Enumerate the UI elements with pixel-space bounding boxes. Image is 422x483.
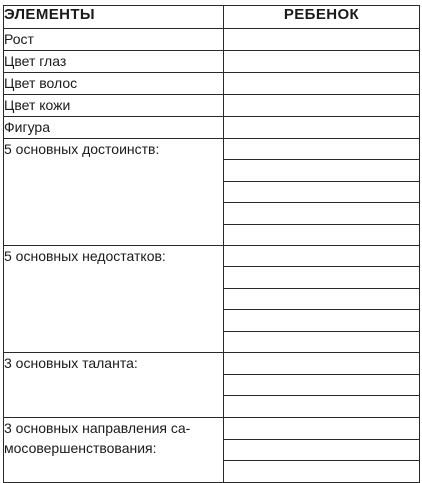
block-label-talents: 3 основных таланта:	[4, 353, 224, 418]
block-label-self-improvement: 3 основных направления са-мосовершенствования:	[4, 418, 224, 483]
header-elements: ЭЛЕМЕНТЫ	[4, 6, 224, 29]
table-row	[4, 95, 420, 117]
answer-lines-strengths	[224, 139, 420, 246]
answer-line[interactable]	[224, 160, 419, 181]
answer-line[interactable]	[224, 396, 419, 417]
answer-field-figure[interactable]	[224, 117, 420, 139]
table-row	[4, 73, 420, 95]
answer-line[interactable]	[224, 461, 419, 482]
row-label-eye-color: Цвет глаз	[4, 51, 224, 73]
table-row	[4, 51, 420, 73]
header-row	[4, 6, 420, 29]
row-label-height: Рост	[4, 29, 224, 51]
answer-lines-weaknesses	[224, 246, 420, 353]
block-label-weaknesses: 5 основных недостатков:	[4, 246, 224, 353]
table-row	[4, 353, 420, 418]
answer-field-hair-color[interactable]	[224, 73, 420, 95]
answer-line[interactable]	[224, 267, 419, 288]
answer-line[interactable]	[224, 332, 419, 352]
answer-field-eye-color[interactable]	[224, 51, 420, 73]
answer-line[interactable]	[224, 310, 419, 331]
row-label-figure: Фигура	[4, 117, 224, 139]
block-label-strengths: 5 основных достоинств:	[4, 139, 224, 246]
answer-field-height[interactable]	[224, 29, 420, 51]
answer-line[interactable]	[224, 182, 419, 203]
row-label-hair-color: Цвет волос	[4, 73, 224, 95]
answer-line[interactable]	[224, 203, 419, 224]
table-row	[4, 246, 420, 353]
table-row	[4, 139, 420, 246]
answer-line[interactable]	[224, 375, 419, 397]
answer-line[interactable]	[224, 353, 419, 375]
row-label-skin-color: Цвет кожи	[4, 95, 224, 117]
table-row	[4, 418, 420, 483]
header-child: РЕБЕНОК	[224, 6, 420, 29]
answer-line[interactable]	[224, 440, 419, 462]
answer-lines-talents	[224, 353, 420, 418]
answer-line[interactable]	[224, 289, 419, 310]
worksheet-table	[3, 5, 420, 483]
answer-line[interactable]	[224, 418, 419, 440]
answer-line[interactable]	[224, 139, 419, 160]
answer-field-skin-color[interactable]	[224, 95, 420, 117]
table-row	[4, 29, 420, 51]
answer-line[interactable]	[224, 225, 419, 245]
table-row	[4, 117, 420, 139]
answer-line[interactable]	[224, 246, 419, 267]
answer-lines-self-improvement	[224, 418, 420, 483]
